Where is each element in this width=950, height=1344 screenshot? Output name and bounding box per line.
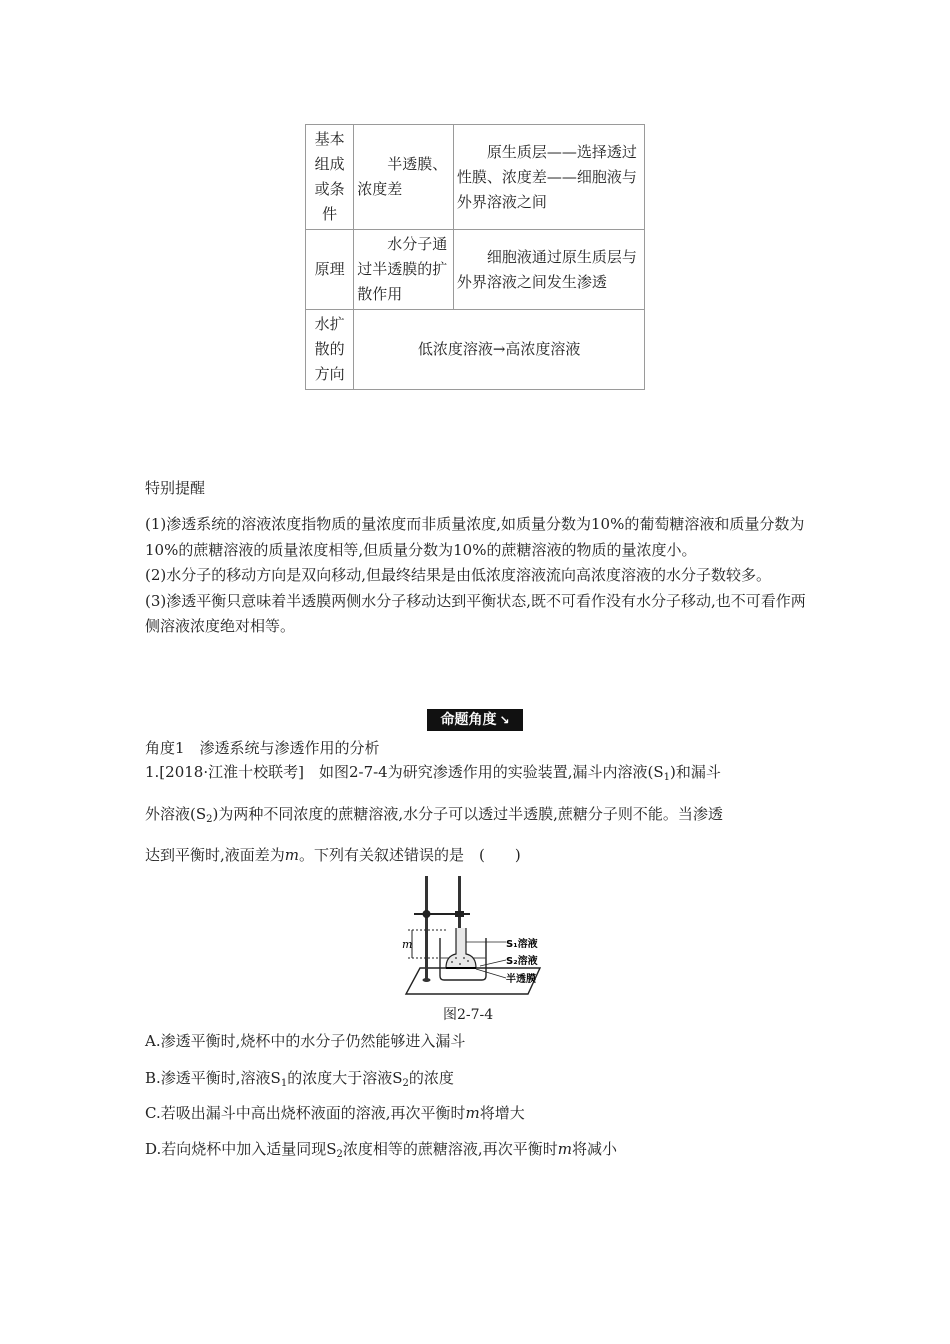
remind-point-2: (2)水分子的移动方向是双向移动,但最终结果是由低浓度溶液流向高浓度溶液的水分子数较多。 bbox=[145, 566, 772, 584]
comparison-table bbox=[305, 124, 645, 390]
question-text: 达到平衡时,液面差为 bbox=[145, 846, 285, 864]
table-cell: 细胞液通过原生质层与外界溶液之间发生渗透 bbox=[453, 230, 644, 310]
label-m: m bbox=[402, 938, 413, 951]
arrow-down-right-icon: ↘ bbox=[499, 713, 510, 727]
option-b bbox=[145, 1067, 454, 1089]
stand-rod bbox=[425, 876, 428, 980]
funnel-tube bbox=[458, 876, 461, 928]
label-s2: S₂溶液 bbox=[506, 956, 538, 967]
table-row bbox=[306, 125, 645, 230]
variable: m bbox=[465, 1104, 480, 1122]
table-cell: 半透膜、浓度差 bbox=[354, 125, 454, 230]
option-a: A.渗透平衡时,烧杯中的水分子仍然能够进入漏斗 bbox=[145, 1032, 466, 1050]
table-cell: 原生质层——选择透过性膜、浓度差——细胞液与外界溶液之间 bbox=[453, 125, 644, 230]
row-label: 原理 bbox=[306, 230, 354, 310]
subscript: 2 bbox=[402, 1078, 409, 1089]
remind-point-3: (3)渗透平衡只意味着半透膜两侧水分子移动达到平衡状态,既不可看作没有水分子移动,也不可看作两侧溶液浓度绝对相等。 bbox=[145, 591, 806, 635]
option-text: B.渗透平衡时,溶液S bbox=[145, 1069, 281, 1087]
badge-label: 命题角度 bbox=[440, 712, 497, 728]
question-text: 。下列有关叙述错误的是 ( ) bbox=[299, 846, 521, 864]
option-c bbox=[145, 1102, 525, 1123]
figure-caption: 图2-7-4 bbox=[443, 1007, 494, 1023]
option-text: D.若向烧杯中加入适量同现S bbox=[145, 1140, 337, 1158]
option-d bbox=[145, 1138, 617, 1160]
option-text: 的浓度 bbox=[408, 1069, 454, 1087]
section-badge bbox=[427, 709, 523, 731]
leader-line bbox=[476, 969, 506, 978]
row-label: 基本组成或条件 bbox=[306, 125, 354, 230]
label-s1: S₁溶液 bbox=[506, 939, 538, 950]
option-text: C.若吸出漏斗中高出烧杯液面的溶液,再次平衡时 bbox=[145, 1104, 466, 1122]
table-row bbox=[306, 230, 645, 310]
variable: m bbox=[284, 846, 300, 864]
table-row bbox=[306, 310, 645, 390]
row-label: 水扩散的方向 bbox=[306, 310, 354, 390]
option-text: 将增大 bbox=[479, 1104, 525, 1122]
option-text: 浓度相等的蔗糖溶液,再次平衡时 bbox=[342, 1140, 558, 1158]
question-line-1 bbox=[145, 761, 721, 783]
question-text: 1.[2018·江淮十校联考] 如图2-7-4为研究渗透作用的实验装置,漏斗内溶液(S bbox=[145, 763, 664, 781]
angle-title: 角度1 渗透系统与渗透作用的分析 bbox=[145, 739, 380, 757]
label-membrane: 半透膜 bbox=[506, 974, 536, 985]
clamp-knob bbox=[423, 910, 431, 918]
option-text: 将减小 bbox=[571, 1140, 617, 1158]
question-text: )和漏斗 bbox=[670, 763, 721, 781]
question-line-2 bbox=[145, 803, 723, 825]
remind-point-1: (1)渗透系统的溶液浓度指物质的量浓度而非质量浓度,如质量分数为10%的葡萄糖溶液和质量分数为10%的蔗糖溶液的质量浓度相等,但质量分数为10%的蔗糖溶液的物质的量浓度小。 bbox=[145, 515, 805, 559]
question-text: )为两种不同浓度的蔗糖溶液,水分子可以透过半透膜,蔗糖分子则不能。当渗透 bbox=[212, 805, 723, 823]
leader-line bbox=[480, 960, 506, 966]
variable: m bbox=[557, 1140, 572, 1158]
remind-title: 特别提醒 bbox=[145, 479, 206, 497]
subscript: 2 bbox=[336, 1149, 343, 1160]
funnel-bulb bbox=[446, 928, 476, 968]
question-text: 外溶液(S bbox=[145, 805, 207, 823]
table-cell: 水分子通过半透膜的扩散作用 bbox=[354, 230, 454, 310]
option-text: 的浓度大于溶液S bbox=[287, 1069, 403, 1087]
remind-body bbox=[145, 512, 810, 640]
stand-foot bbox=[423, 978, 431, 982]
subscript: 1 bbox=[280, 1078, 288, 1089]
subscript: 2 bbox=[206, 814, 213, 825]
subscript: 1 bbox=[663, 772, 670, 783]
clamp-holder bbox=[455, 911, 464, 917]
table-cell-merged: 低浓度溶液→高浓度溶液 bbox=[354, 310, 645, 390]
question-line-3 bbox=[145, 844, 521, 865]
osmosis-apparatus-figure bbox=[400, 872, 550, 1000]
